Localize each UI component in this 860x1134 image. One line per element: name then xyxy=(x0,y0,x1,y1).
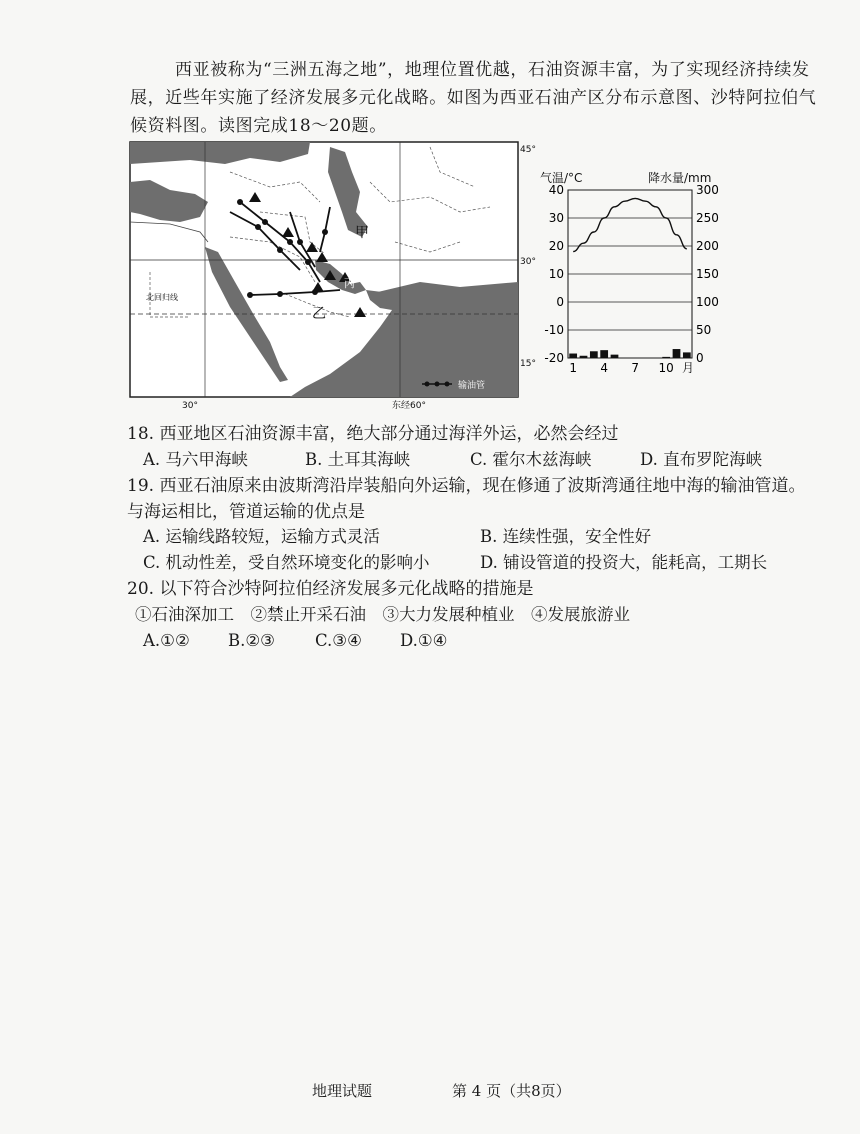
label-lat-30: 30° xyxy=(520,257,536,267)
temp-tick-label: -10 xyxy=(544,323,564,337)
precip-tick-label: 200 xyxy=(696,239,719,253)
q19-option-d[interactable]: D. 铺设管道的投资大，能耗高，工期长 xyxy=(480,553,768,572)
month-tick-label: 1 xyxy=(569,361,577,375)
q20-stem: 20. 以下符合沙特阿拉伯经济发展多元化战略的措施是 xyxy=(127,579,534,599)
temp-tick-label: 40 xyxy=(548,183,564,197)
q20-option-a[interactable]: A.①② xyxy=(143,631,190,650)
climate-chart xyxy=(530,160,720,380)
q19-option-c[interactable]: C. 机动性差，受自然环境变化的影响小 xyxy=(143,553,430,572)
label-lon-30: 30° xyxy=(182,401,198,411)
label-yi: 乙 xyxy=(312,306,326,322)
q18-stem: 18. 西亚地区石油资源丰富，绝大部分通过海洋外运，必然会经过 xyxy=(127,424,619,444)
precip-tick-label: 300 xyxy=(696,183,719,197)
black-sea-area xyxy=(130,142,310,164)
temp-tick-label: 30 xyxy=(548,211,564,225)
label-jia: 甲 xyxy=(355,225,369,241)
intro-line-3: 候资料图。读图完成18～20题。 xyxy=(130,116,387,136)
label-lon-60: 东经60° xyxy=(392,401,426,411)
intro-line-1: 西亚被称为“三洲五海之地”，地理位置优越，石油资源丰富，为了实现经济持续发 xyxy=(175,60,810,80)
label-lat-15: 15° xyxy=(520,359,536,369)
precip-bar xyxy=(673,349,681,358)
q18-option-a[interactable]: A. 马六甲海峡 xyxy=(143,450,248,469)
precip-tick-label: 50 xyxy=(696,323,712,337)
temp-tick-label: 0 xyxy=(556,295,564,309)
precip-bar xyxy=(590,351,598,358)
temp-tick-label: 20 xyxy=(548,239,564,253)
q19-option-a[interactable]: A. 运输线路较短，运输方式灵活 xyxy=(143,527,380,546)
temp-axis-title: 气温/°C xyxy=(540,171,583,185)
temp-tick-labels xyxy=(544,183,564,365)
label-tropic: 北回归线 xyxy=(146,293,178,302)
precip-bar xyxy=(569,354,577,358)
q18-option-c[interactable]: C. 霍尔木兹海峡 xyxy=(470,450,592,469)
precip-tick-label: 0 xyxy=(696,351,704,365)
precip-tick-label: 250 xyxy=(696,211,719,225)
label-lat-45: 45° xyxy=(520,145,536,155)
footer-page-number: 第 4 页（共8页） xyxy=(452,1082,571,1100)
legend-label: 输油管 xyxy=(458,381,486,391)
month-tick-labels xyxy=(569,361,673,375)
q19-stem-line-1: 19. 西亚石油原来由波斯湾沿岸装船向外运输，现在修通了波斯湾通往地中海的输油管道。 xyxy=(127,476,806,496)
month-unit-label: 月 xyxy=(682,361,695,375)
precip-bar xyxy=(600,350,608,358)
precip-bar xyxy=(683,352,691,358)
temp-tick-label: -20 xyxy=(544,351,564,365)
q20-items: ①石油深加工 ②禁止开采石油 ③大力发展种植业 ④发展旅游业 xyxy=(135,605,630,624)
precip-tick-label: 150 xyxy=(696,267,719,281)
q20-option-d[interactable]: D.①④ xyxy=(400,631,448,650)
footer-subject: 地理试题 xyxy=(312,1082,373,1100)
precip-tick-labels xyxy=(696,183,719,365)
precip-tick-label: 100 xyxy=(696,295,719,309)
q19-option-b[interactable]: B. 连续性强，安全性好 xyxy=(480,527,652,546)
intro-line-2: 展，近些年实施了经济发展多元化战略。如图为西亚石油产区分布示意图、沙特阿拉伯气 xyxy=(130,88,817,108)
chart-grid xyxy=(568,190,692,358)
label-bing: 丙 xyxy=(344,277,355,290)
q18-option-d[interactable]: D. 直布罗陀海峡 xyxy=(640,450,763,469)
precip-bars xyxy=(569,349,690,358)
month-tick-label: 4 xyxy=(600,361,608,375)
q20-option-b[interactable]: B.②③ xyxy=(228,631,275,650)
q18-option-b[interactable]: B. 土耳其海峡 xyxy=(305,450,411,469)
precip-bar xyxy=(611,355,619,358)
precip-bar xyxy=(580,356,588,358)
west-asia-oil-map xyxy=(130,142,536,412)
q20-option-c[interactable]: C.③④ xyxy=(315,631,362,650)
q19-stem-line-2: 与海运相比，管道运输的优点是 xyxy=(127,502,365,522)
precip-axis-title: 降水量/mm xyxy=(648,171,712,185)
temp-tick-label: 10 xyxy=(548,267,564,281)
month-tick-label: 10 xyxy=(658,361,674,375)
temperature-curve xyxy=(573,198,687,251)
precip-bar xyxy=(662,357,670,358)
month-tick-label: 7 xyxy=(631,361,639,375)
